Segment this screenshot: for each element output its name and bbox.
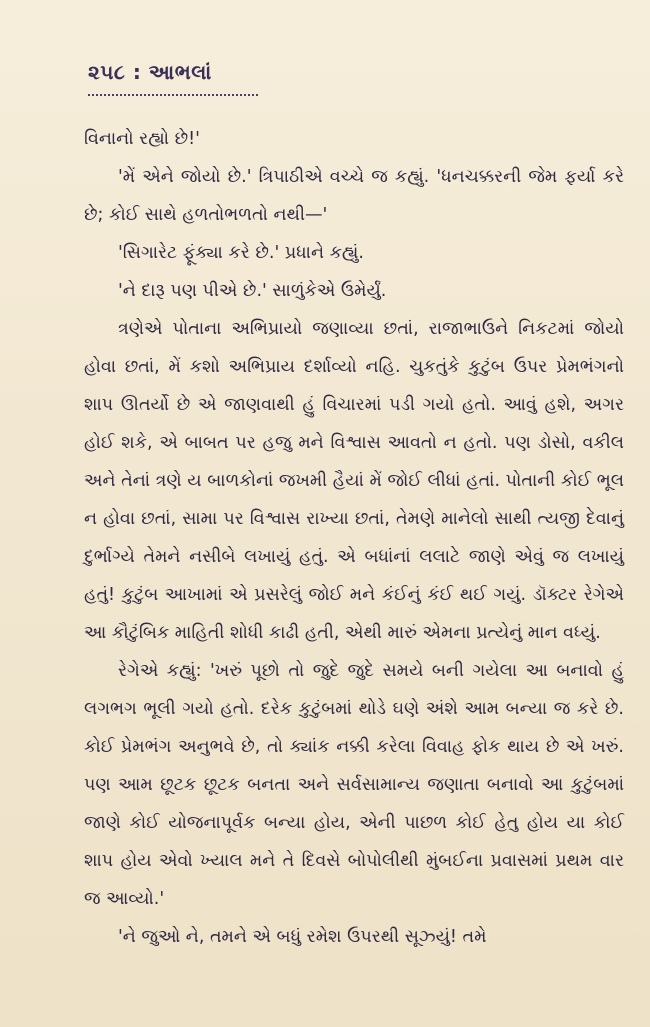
paragraph-7: 'ને જુઓ ને, તમને એ બધું રમેશ ઉપરથી સૂઝ્યું! તમે [118, 927, 487, 947]
paragraph-4: 'ને દારૂ પણ પીએ છે.' સાળુંકેએ ઉમેર્યું. [118, 281, 387, 301]
paragraph-3: 'સિગારેટ ફૂંક્યા કરે છે.' પ્રધાને કહ્યું. [118, 243, 364, 263]
paragraph-5: ત્રણેએ પોતાના અભિપ્રાયો જણાવ્યા છતાં, રાજાભાઉને નિકટમાં જોયો હોવા છતાં, મેં કશો અભિપ્રાય દર્શાવ્યો નહિ. ચુકતુંકે કુટુંબ ઉપર પ્રેમભંગનો શાપ ઊતર્યો છે એ જાણવાથી હું વિચારમાં પડી ગયો હતો. આવું હશે, અગર હોઈ શકે, એ બાબત પર હજુ મને વિશ્વાસ આવતો ન હતો. પણ ડોસો, વકીલ અને તેનાં ત્રણે ય બાળકોનાં જખમી હૈયાં મેં જોઈ લીધાં હતાં. પોતાની કોઈ ભૂલ ન હોવા છતાં, સામા પર વિશ્વાસ રાખ્યા છતાં, તેમણે માનેલો સાથી ત્યજી દેવાનું દુર્ભાગ્યે તેમને નસીબે લખાયું હતું. એ બધાંનાં લલાટે જાણે એવું જ લખાયું હતું! કુટુંબ આખામાં એ પ્રસરેલું જોઈ મને કંઈનું કંઈ થઈ ગયું. ડૉક્ટર રેગેએ આ કૌટુંબિક માહિતી શોધી કાઢી હતી, એથી મારું એમના પ્રત્યેનું માન વધ્યું. [84, 319, 624, 643]
paragraph-6: રેગેએ કહ્યું: 'ખરું પૂછો તો જુદે જુદે સમયે બની ગયેલા આ બનાવો હું લગભગ ભૂલી ગયો હતો. દરેક કુટુંબમાં થોડે ઘણે અંશે આમ બન્યા જ કરે છે. કોઈ પ્રેમભંગ અનુભવે છે, તો ક્યાંક નક્કી કરેલા વિવાહ ફોક થાય છે એ ખરું. પણ આમ છૂટક છૂટક બનતા અને સર્વસામાન્ય જણાતા બનાવો આ કુટુંબમાં જાણે કોઈ યોજનાપૂર્વક બન્યા હોય, એની પાછળ કોઈ હેતુ હોય યા કોઈ શાપ હોય એવો ખ્યાલ મને તે દિવસે બોપોલીથી મુંબઈના પ્રવાસમાં પ્રથમ વાર જ આવ્યો.' [84, 661, 624, 909]
header-underline [88, 88, 258, 96]
page-header: ૨૫૮ : આભલાં [88, 60, 212, 84]
paragraph-2: 'મેં એને જોયો છે.' ત્રિપાઠીએ વચ્ચે જ કહ્યું. 'ધનચક્કરની જેમ ફર્યા કરે છે; કોઈ સાથે હળતોભળતો નથી—' [84, 167, 624, 225]
page-body [84, 120, 624, 956]
paragraph-1: વિનાનો રહ્યો છે!' [84, 129, 200, 149]
